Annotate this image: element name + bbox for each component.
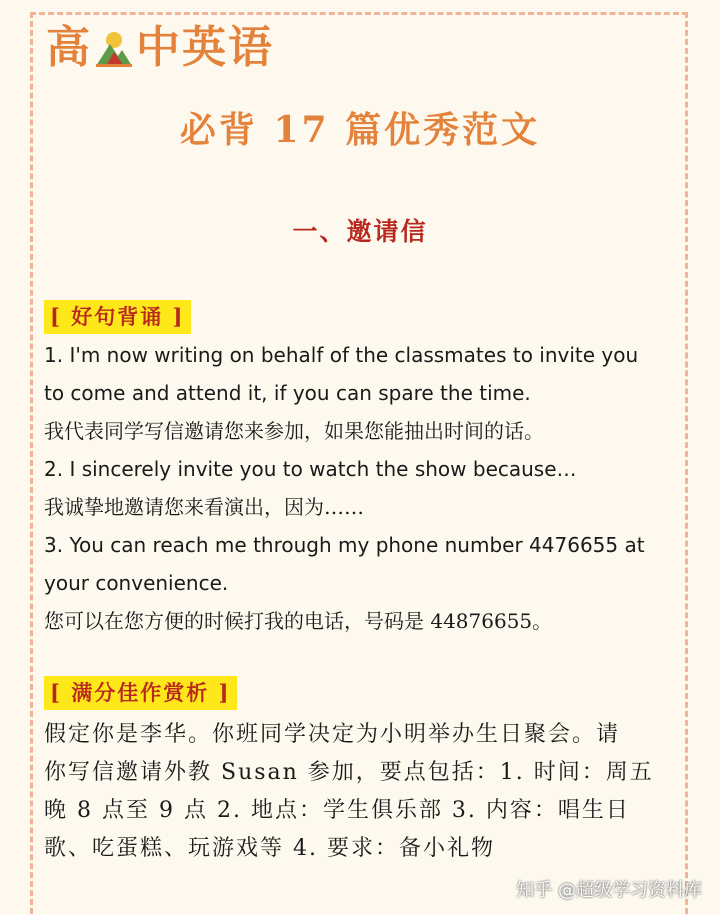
sentence-line: 2. I sincerely invite you to watch the show because… (44, 457, 577, 481)
section-title: 一、邀请信 (292, 217, 428, 246)
task-line: 你写信邀请外教 Susan 参加，要点包括：1. 时间：周五 (44, 760, 654, 785)
task-line: 歌、吃蛋糕、玩游戏等 4. 要求：备小礼物 (44, 836, 495, 861)
sentence-line: 1. I'm now writing on behalf of the classmates to invite you (44, 343, 639, 367)
good-sentences-body (44, 336, 694, 640)
task-line: 晚 8 点至 9 点 2. 地点：学生俱乐部 3. 内容：唱生日 (44, 798, 630, 823)
good-sentences-tag: [ 好句背诵 ] (44, 300, 191, 334)
brand-char-mid (92, 26, 136, 70)
sentence-line: your convenience. (44, 571, 229, 595)
zhihu-watermark: 知乎 @超级学习资料库 (516, 880, 702, 901)
sentence-line: to come and attend it, if you can spare the time. (44, 381, 531, 405)
essay-task-prompt (44, 716, 684, 868)
sentence-translation: 您可以在您方便的时候打我的电话，号码是 44876655。 (44, 609, 553, 633)
sentence-translation: 我代表同学写信邀请您来参加，如果您能抽出时间的话。 (44, 419, 544, 443)
page-title: 必背 17 篇优秀范文 (179, 109, 541, 151)
model-essay-tag: [ 满分佳作赏析 ] (44, 676, 237, 710)
task-line: 假定你是李华。你班同学决定为小明举办生日聚会。请 (44, 722, 621, 747)
brand-text: 中英语 (136, 22, 274, 73)
sentence-translation: 我诚挚地邀请您来看演出，因为…… (44, 495, 364, 519)
brand-logo (46, 22, 274, 74)
sentence-line: 3. You can reach me through my phone number 4476655 at (44, 533, 645, 557)
brand-char-left: 高 (46, 22, 92, 73)
mountain-logo-icon (92, 26, 136, 70)
